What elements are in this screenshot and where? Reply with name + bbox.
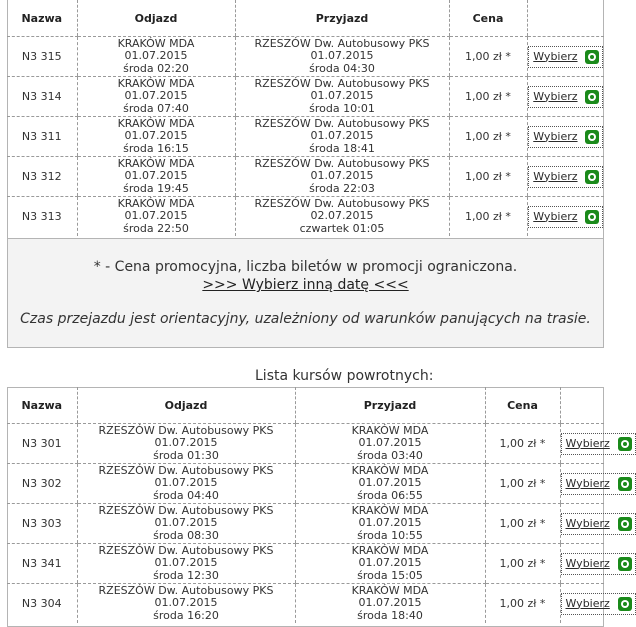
course-name: N3 313	[21, 210, 62, 223]
departure-stop: RZESZÓW Dw. Autobusowy PKS	[98, 583, 274, 597]
return-list-title: Lista kursów powrotnych:	[255, 368, 434, 384]
price: 1,00 zł *	[449, 37, 527, 77]
header-arrival: Przyjazd	[235, 0, 449, 37]
departure-time: środa 01:30	[153, 448, 219, 462]
departure-date: 01.07.2015	[154, 436, 218, 450]
price: 1,00 zł *	[449, 117, 527, 157]
select-button[interactable]	[561, 593, 636, 615]
arrival-stop: KRAKÓW MDA	[351, 583, 429, 597]
course-name: N3 312	[7, 157, 77, 197]
course-name: N3 301	[7, 424, 77, 464]
header-select	[560, 387, 604, 424]
price: 1,00 zł *	[485, 424, 560, 464]
header-name: Nazwa	[7, 387, 77, 424]
arrival-cell	[235, 37, 449, 77]
arrival-date: 01.07.2015	[358, 556, 422, 570]
go-circle-icon[interactable]	[618, 517, 632, 531]
arrival-time: środa 18:41	[309, 141, 375, 155]
departure-time: środa 16:20	[153, 608, 219, 622]
promo-note: * - Cena promocyjna, liczba biletów w promocji ograniczona.	[93, 259, 518, 275]
table-row	[7, 157, 604, 197]
arrival-cell	[295, 544, 485, 584]
arrival-time: środa 22:03	[309, 181, 375, 195]
select-link[interactable]: Wybierz	[565, 476, 610, 490]
price: 1,00 zł *	[485, 504, 560, 544]
departure-cell	[77, 157, 235, 197]
price: 1,00 zł *	[449, 77, 527, 117]
arrival-stop: RZESZÓW Dw. Autobusowy PKS	[254, 36, 430, 50]
arrival-cell	[235, 197, 449, 237]
arrival-date: 01.07.2015	[358, 476, 422, 490]
select-cell	[527, 197, 604, 237]
arrival-stop: RZESZÓW Dw. Autobusowy PKS	[254, 76, 430, 90]
table-row	[7, 77, 604, 117]
table-row	[7, 197, 604, 237]
price: 1,00 zł *	[449, 197, 527, 237]
price: 1,00 zł *	[485, 584, 560, 624]
arrival-date: 01.07.2015	[358, 436, 422, 450]
go-circle-icon[interactable]	[585, 90, 599, 104]
departure-time: środa 08:30	[153, 528, 219, 542]
table-row	[7, 424, 604, 464]
go-circle-icon[interactable]	[618, 437, 632, 451]
arrival-stop: KRAKÓW MDA	[351, 503, 429, 517]
departure-date: 01.07.2015	[154, 476, 218, 490]
header-price: Cena	[449, 0, 527, 37]
go-circle-icon[interactable]	[585, 210, 599, 224]
select-link[interactable]: Wybierz	[533, 169, 578, 183]
arrival-cell	[295, 464, 485, 504]
departure-stop: RZESZÓW Dw. Autobusowy PKS	[98, 423, 274, 437]
arrival-time: środa 10:01	[309, 101, 375, 115]
departure-date: 01.07.2015	[124, 129, 188, 143]
select-button[interactable]	[528, 86, 603, 108]
arrival-date: 01.07.2015	[358, 596, 422, 610]
price: 1,00 zł *	[485, 464, 560, 504]
arrival-cell	[235, 117, 449, 157]
select-button[interactable]	[528, 166, 603, 188]
arrival-time: czwartek 01:05	[299, 221, 385, 235]
arrival-stop: RZESZÓW Dw. Autobusowy PKS	[254, 196, 430, 210]
arrival-stop: RZESZÓW Dw. Autobusowy PKS	[254, 156, 430, 170]
departure-time: środa 19:45	[123, 181, 189, 195]
arrival-stop: RZESZÓW Dw. Autobusowy PKS	[254, 116, 430, 130]
select-cell	[527, 117, 604, 157]
table-row	[7, 37, 604, 77]
go-circle-icon[interactable]	[585, 130, 599, 144]
select-cell	[560, 464, 610, 504]
header-select	[527, 0, 604, 37]
departure-time: środa 22:50	[123, 221, 189, 235]
departure-cell	[77, 544, 295, 584]
select-cell	[560, 544, 610, 584]
course-name: N3 315	[7, 37, 77, 77]
go-circle-icon[interactable]	[618, 597, 632, 611]
table-row	[7, 464, 604, 504]
select-link[interactable]: Wybierz	[565, 556, 610, 570]
course-name: N3 314	[7, 77, 77, 117]
departure-stop: KRAKÓW MDA	[117, 116, 195, 130]
select-button[interactable]	[528, 46, 603, 68]
select-link[interactable]: Wybierz	[533, 209, 578, 223]
departure-time: środa 12:30	[153, 568, 219, 582]
select-link[interactable]: Wybierz	[565, 596, 610, 610]
departure-time: środa 07:40	[123, 101, 189, 115]
table-row	[7, 584, 604, 624]
header-price: Cena	[485, 387, 560, 424]
select-cell	[560, 584, 610, 624]
header-departure: Odjazd	[77, 387, 295, 424]
departure-time: środa 02:20	[123, 61, 189, 75]
select-link[interactable]: Wybierz	[565, 516, 610, 530]
arrival-date: 01.07.2015	[310, 89, 374, 103]
departure-stop: KRAKÓW MDA	[117, 76, 195, 90]
departure-cell	[77, 117, 235, 157]
departure-date: 01.07.2015	[124, 169, 188, 183]
return-header-row	[7, 387, 604, 424]
departure-time: środa 16:15	[123, 141, 189, 155]
departure-cell	[77, 584, 295, 624]
arrival-time: środa 06:55	[357, 488, 423, 502]
arrival-date: 01.07.2015	[310, 49, 374, 63]
arrival-time: środa 10:55	[357, 528, 423, 542]
select-button[interactable]	[528, 206, 603, 228]
arrival-time: środa 03:40	[357, 448, 423, 462]
select-link[interactable]: Wybierz	[565, 436, 610, 450]
select-button[interactable]	[561, 553, 636, 575]
departure-cell	[77, 77, 235, 117]
departure-cell	[77, 197, 235, 237]
arrival-time: środa 04:30	[309, 61, 375, 75]
select-link[interactable]: Wybierz	[533, 129, 578, 143]
departure-date: 01.07.2015	[154, 516, 218, 530]
departure-date: 01.07.2015	[124, 209, 188, 223]
course-name: N3 311	[7, 117, 77, 157]
select-button[interactable]	[561, 513, 636, 535]
course-name: N3 341	[7, 544, 77, 584]
arrival-date: 02.07.2015	[310, 209, 374, 223]
other-date-link[interactable]: >>> Wybierz inną datę <<<	[202, 277, 409, 293]
price: 1,00 zł *	[449, 157, 527, 197]
arrival-stop: KRAKÓW MDA	[351, 463, 429, 477]
arrival-stop: KRAKÓW MDA	[351, 543, 429, 557]
course-name: N3 303	[7, 504, 77, 544]
select-cell	[560, 504, 610, 544]
price: 1,00 zł *	[485, 544, 560, 584]
departure-stop: RZESZÓW Dw. Autobusowy PKS	[98, 543, 274, 557]
select-cell	[560, 424, 610, 464]
departure-cell	[77, 37, 235, 77]
header-arrival: Przyjazd	[295, 387, 485, 424]
departure-stop: KRAKÓW MDA	[117, 156, 195, 170]
select-button[interactable]	[561, 473, 636, 495]
arrival-date: 01.07.2015	[310, 169, 374, 183]
go-circle-icon[interactable]	[618, 477, 632, 491]
departure-date: 01.07.2015	[154, 596, 218, 610]
select-link[interactable]: Wybierz	[533, 49, 578, 63]
departure-cell	[77, 424, 295, 464]
arrival-date: 01.07.2015	[310, 129, 374, 143]
course-name: N3 302	[7, 464, 77, 504]
arrival-time: środa 18:40	[357, 608, 423, 622]
table-row	[7, 544, 604, 584]
select-cell	[527, 77, 604, 117]
table-row	[7, 117, 604, 157]
arrival-cell	[295, 504, 485, 544]
departure-cell	[77, 504, 295, 544]
departure-stop: RZESZÓW Dw. Autobusowy PKS	[98, 463, 274, 477]
go-circle-icon[interactable]	[585, 170, 599, 184]
go-circle-icon[interactable]	[585, 50, 599, 64]
info-box	[7, 238, 604, 348]
header-departure: Odjazd	[77, 0, 235, 37]
departure-stop: KRAKÓW MDA	[117, 196, 195, 210]
departure-date: 01.07.2015	[154, 556, 218, 570]
table-row	[7, 504, 604, 544]
return-table	[7, 387, 610, 623]
go-circle-icon[interactable]	[618, 557, 632, 571]
arrival-stop: KRAKÓW MDA	[351, 423, 429, 437]
arrival-date: 01.07.2015	[358, 516, 422, 530]
select-link[interactable]: Wybierz	[533, 89, 578, 103]
select-cell	[527, 37, 604, 77]
arrival-cell	[295, 424, 485, 464]
departure-cell	[77, 464, 295, 504]
departure-date: 01.07.2015	[124, 89, 188, 103]
course-name: N3 304	[21, 597, 62, 610]
arrival-time: środa 15:05	[357, 568, 423, 582]
arrival-cell	[235, 77, 449, 117]
arrival-cell	[235, 157, 449, 197]
select-button[interactable]	[528, 126, 603, 148]
departure-stop: RZESZÓW Dw. Autobusowy PKS	[98, 503, 274, 517]
header-name: Nazwa	[7, 0, 77, 37]
select-button[interactable]	[561, 433, 636, 455]
travel-time-note: Czas przejazdu jest orientacyjny, uzależniony od warunków panujących na trasie.	[20, 311, 591, 327]
select-cell	[527, 157, 604, 197]
departure-stop: KRAKÓW MDA	[117, 36, 195, 50]
arrival-cell	[295, 584, 485, 624]
outbound-table	[7, 0, 604, 236]
departure-date: 01.07.2015	[124, 49, 188, 63]
departure-time: środa 04:40	[153, 488, 219, 502]
outbound-header-row	[7, 0, 604, 37]
